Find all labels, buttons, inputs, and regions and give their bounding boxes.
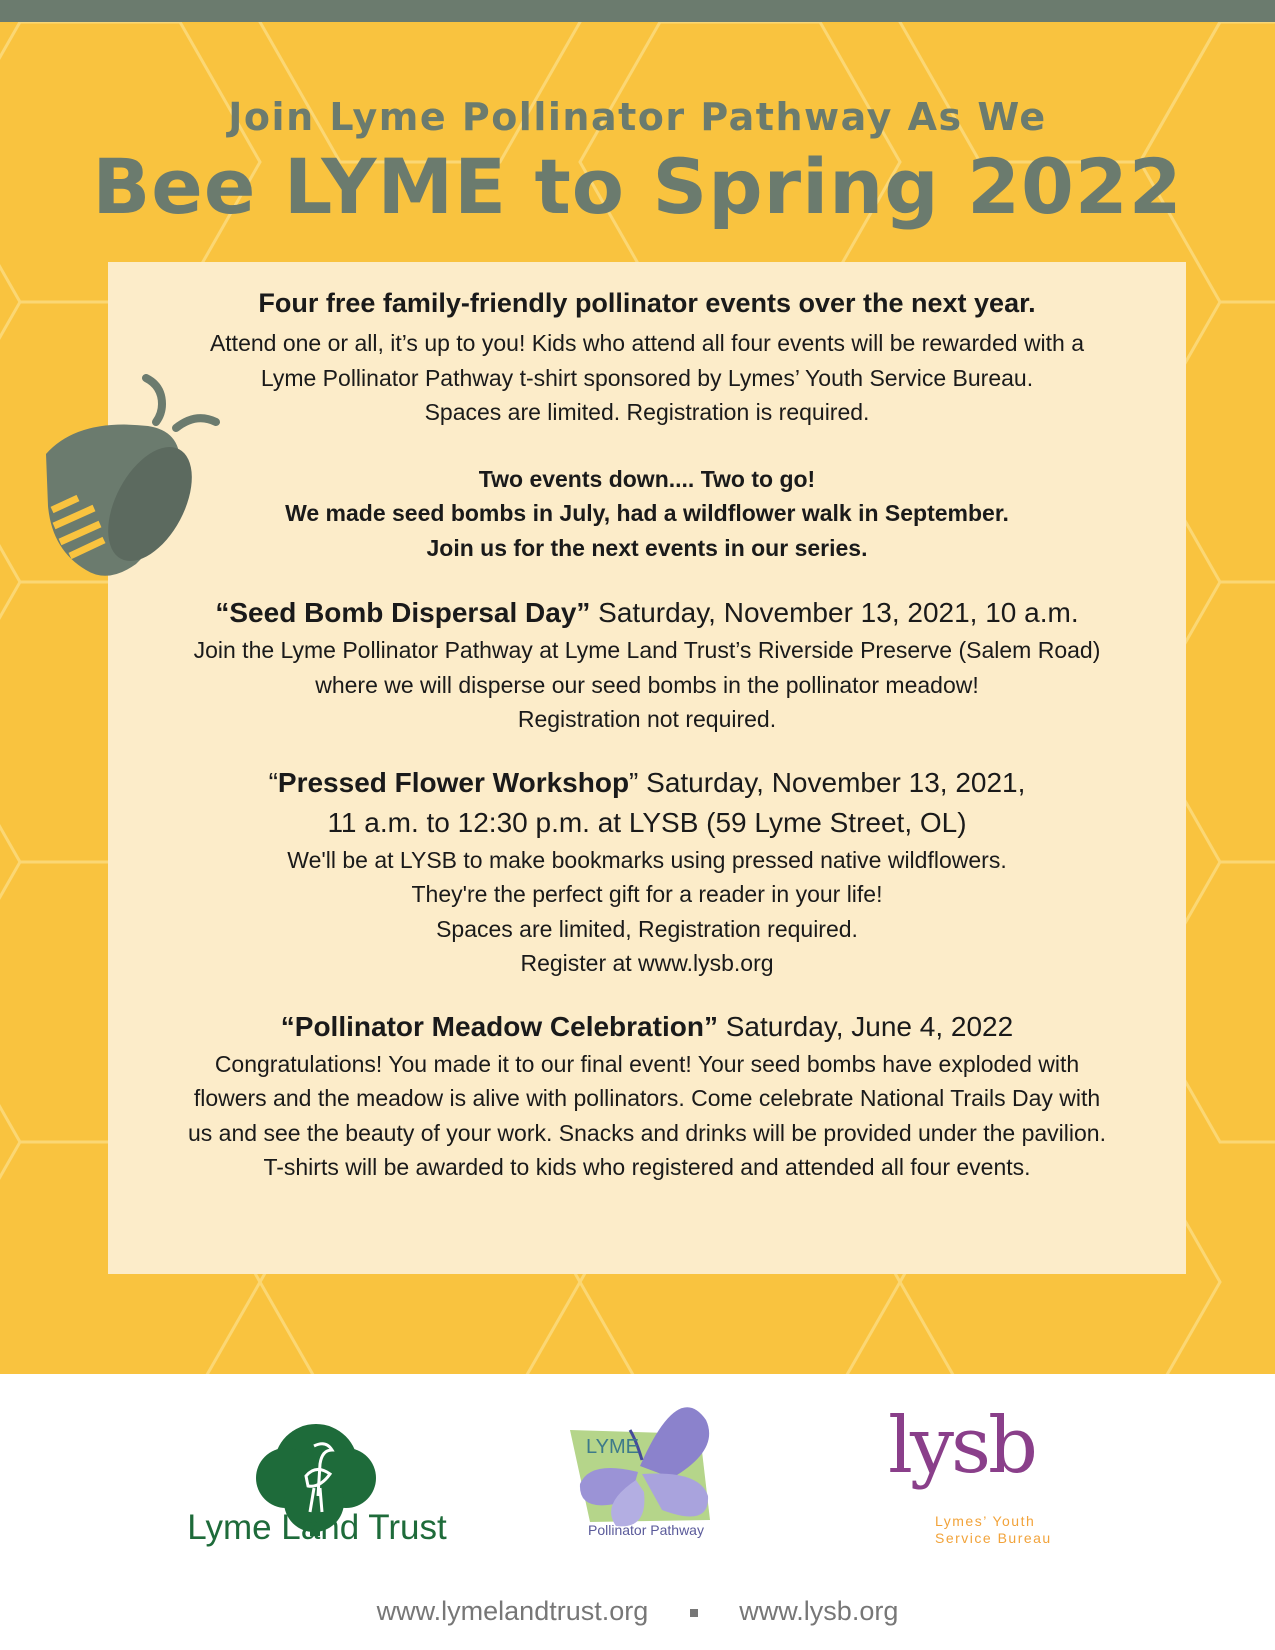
- lyme-land-trust-link[interactable]: www.lymelandtrust.org: [376, 1596, 649, 1626]
- progress-line: We made seed bombs in July, had a wildflower walk in September.: [285, 500, 1009, 526]
- separator-dot: [690, 1609, 698, 1617]
- lysb-link[interactable]: www.lysb.org: [739, 1596, 899, 1626]
- footer-links: [0, 1596, 1275, 1627]
- top-border: [0, 0, 1275, 22]
- event-line: Spaces are limited, Registration required.: [436, 915, 858, 942]
- event-line: Congratulations! You made it to our final event! Your seed bombs have exploded with: [214, 1050, 1080, 1077]
- lyme-land-trust-logo: Lyme Land Trust: [187, 1508, 447, 1547]
- event-name: “Seed Bomb Dispersal Day”: [215, 597, 591, 628]
- intro-line: Spaces are limited. Registration is required.: [424, 399, 870, 425]
- lysb-subtitle: [935, 1513, 1052, 1547]
- event-open-quote: “: [268, 766, 278, 798]
- poster-subtitle: Join Lyme Pollinator Pathway As We: [228, 95, 1047, 139]
- butterfly-icon: [560, 1400, 730, 1540]
- event-line: T-shirts will be awarded to kids who registered and attended all four events.: [263, 1154, 1031, 1180]
- event-heading-seed-bomb: [108, 593, 1186, 633]
- bee-icon: [38, 374, 238, 584]
- intro-title: Four free family-friendly pollinator events over the next year.: [258, 288, 1036, 318]
- event-heading-pressed-flower: [108, 763, 1186, 803]
- intro-line: Lyme Pollinator Pathway t-shirt sponsored by Lymes’ Youth Service Bureau.: [260, 364, 1034, 391]
- poster-title: Bee LYME to Spring 2022: [92, 142, 1183, 231]
- event-line: Register at www.lysb.org: [520, 950, 774, 976]
- event-line: us and see the beauty of your work. Snacks and drinks will be provided under the pavilion.: [188, 1119, 1106, 1146]
- lysb-subtitle-line: Lymes’ Youth: [935, 1513, 1036, 1529]
- event-line: Registration not required.: [517, 706, 777, 732]
- event-line: flowers and the meadow is alive with pollinators. Come celebrate National Trails Day with: [193, 1085, 1101, 1111]
- event-line: Join the Lyme Pollinator Pathway at Lyme Land Trust’s Riverside Preserve (Salem Road): [193, 637, 1101, 663]
- event-when: Saturday, June 4, 2022: [717, 1010, 1014, 1042]
- event-line: where we will disperse our seed bombs in the pollinator meadow!: [315, 671, 979, 698]
- event-heading-meadow: [108, 1007, 1186, 1047]
- lysb-logo: [888, 1396, 1035, 1496]
- progress-line: Join us for the next events in our series.: [426, 534, 868, 561]
- event-line: We'll be at LYSB to make bookmarks using pressed native wildflowers.: [287, 846, 1007, 873]
- progress-line: Two events down.... Two to go!: [478, 465, 816, 492]
- event-when: ” Saturday, November 13, 2021,: [629, 766, 1026, 798]
- event-line: They're the perfect gift for a reader in your life!: [411, 881, 883, 907]
- lysb-subtitle-line: Service Bureau: [935, 1530, 1052, 1546]
- event-when: Saturday, November 13, 2021, 10 a.m.: [590, 597, 1079, 628]
- content-panel: [108, 262, 1186, 1274]
- event-name: Pressed Flower Workshop: [277, 766, 630, 798]
- pollinator-pathway-mark: LYME: [586, 1436, 639, 1458]
- poster-background: [0, 22, 1275, 1374]
- lysb-wordmark: lysb: [888, 1401, 1035, 1491]
- intro-line: Attend one or all, it’s up to you! Kids who attend all four events will be rewarded with a: [209, 330, 1085, 356]
- event-name: “Pollinator Meadow Celebration”: [280, 1010, 718, 1042]
- pollinator-pathway-logo: Pollinator Pathway: [588, 1522, 704, 1538]
- sponsor-logos: [0, 1376, 1275, 1650]
- event-when-detail: 11 a.m. to 12:30 p.m. at LYSB (59 Lyme Street, OL): [327, 806, 967, 838]
